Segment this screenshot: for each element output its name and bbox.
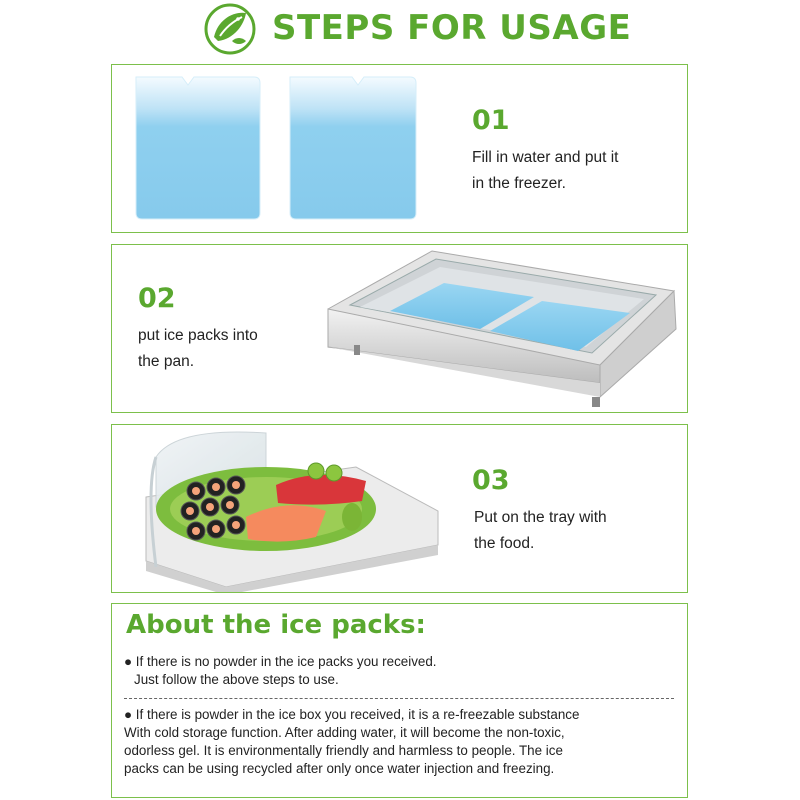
about-ice-packs-panel xyxy=(111,603,688,798)
dashed-divider xyxy=(124,698,674,699)
fish-leaf-logo-icon xyxy=(204,3,256,55)
page-title: STEPS FOR USAGE xyxy=(272,8,632,48)
about-bullet-2-line3: odorless gel. It is environmentally friendly and harmless to people. The ice xyxy=(124,743,563,758)
about-bullet-1-line2: Just follow the above steps to use. xyxy=(134,672,339,687)
step-3-text-line2: the food. xyxy=(474,535,535,552)
step-2-text-line2: the pan. xyxy=(138,353,195,370)
step-2-number: 02 xyxy=(138,283,176,314)
step-3-panel xyxy=(111,424,688,593)
step-3-number: 03 xyxy=(472,465,510,496)
ice-packs-image xyxy=(130,73,430,223)
step-1-panel xyxy=(111,64,688,233)
about-bullet-2-line4: packs can be using recycled after only once water injection and freezing. xyxy=(124,761,555,776)
step-3-text-line1: Put on the tray with xyxy=(474,509,607,526)
header xyxy=(0,0,800,60)
step-1-text-line2: in the freezer. xyxy=(472,175,566,192)
pan-with-ice-packs-image xyxy=(324,247,684,412)
step-2-panel xyxy=(111,244,688,413)
sushi-tray-image xyxy=(116,427,446,592)
step-1-number: 01 xyxy=(472,105,510,136)
step-1-text-line1: Fill in water and put it xyxy=(472,149,619,166)
about-bullet-2-line2: With cold storage function. After adding water, it will become the non-toxic, xyxy=(124,725,565,740)
about-bullet-2-line1: ● If there is powder in the ice box you received, it is a re-freezable substance xyxy=(124,707,580,722)
step-2-text-line1: put ice packs into xyxy=(138,327,258,344)
about-bullet-1-line1: ● If there is no powder in the ice packs you received. xyxy=(124,654,437,669)
about-title: About the ice packs: xyxy=(126,610,426,640)
